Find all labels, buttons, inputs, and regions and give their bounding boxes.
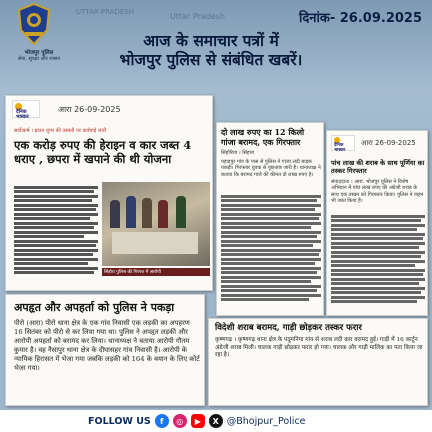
card-body: पहाड़पुर गांव के पास से पुलिस ने गांजा लदी बाइक पकड़ी। गिरफ्तार युवक से पूछताछ जारी है। थानाध्यक्ष ने बताया कि बरामद गांजे की कीमत दो लाख रुपए है। (221, 159, 321, 178)
card-body: कृष्णगढ़ । कृष्णगढ़ थाना क्षेत्र के पदुमनिया गांव से शराब लदी कार बरामद हुई। गाड़ी में 16 कार्टून अंग्रेजी शराब मिली। चालक गाड़ी छोड़कर फरार हो गया। चालक और गाड़ी मालिक का पता किया जा रहा है। (215, 337, 423, 359)
card-headline: दो लाख रुपए का 12 किलो गांजा बरामद, एक गिरफ्तार (221, 127, 305, 147)
photo-caption: सिंहोरा पुलिस की गिरफ्त में आरोपी (102, 268, 210, 276)
news-card-kidnap (5, 294, 205, 406)
dainik-bhaskar-logo: दैनिक भास्कर (12, 100, 40, 118)
news-card-ganja (216, 122, 324, 316)
card-headline: अपहृत और अपहर्ता को पुलिस ने पकड़ा (14, 301, 175, 314)
page-title: आज के समाचार पत्रों में भोजपुर पुलिस से संबंधित खबरें। (119, 32, 303, 69)
card-body-lines (14, 184, 98, 274)
card-body-lines (221, 193, 321, 301)
card-headline: विदेशी शराब बरामद, गाड़ी छोड़कर तस्कर फरार (215, 323, 362, 333)
card-subline: सिंहोरिया । सिंहारा (221, 150, 255, 156)
card-body: संवाददाता । आरा. भोजपुर पुलिस ने विशेष अभियान में पांच लाख रुपए की अंग्रेजी शराब के साथ एक तस्कर को गिरफ्तार किया। पुलिस ने वाहन भी जब्त किया है। (331, 179, 424, 205)
news-card-liquor (326, 130, 428, 316)
map-label-region: Uttar Pradesh (170, 12, 225, 21)
footer-bar (0, 410, 432, 432)
facebook-icon[interactable]: f (155, 414, 169, 428)
follow-us-label: FOLLOW US (88, 415, 151, 427)
map-label-state: UTTAR PRADESH (76, 8, 134, 16)
card-body: पीरो (आरा) पीरो थाना क्षेत्र के एक गांव निवासी एक लड़की का अपहरण 16 सितंबर को पीरो से कर लिया गया था। पुलिस ने अपहृत लड़की और आरोपी अपहर्ता को बरामद कर लिया। थानाध्यक्ष ने बताया आरोपी गौतम कुमार है। वह नैसापुर थाना क्षेत्र के दीघासहर गांव निवासी है। आरोपी के न्यायिक हिरासत में भेजा गया जबकि लड़की को 164 के बयान के लिए कोर्ट भेजा गया। (14, 319, 200, 372)
card-kicker: सर्वोत्कर्ष । ब्राउन शुगर की तस्करी पर कार्रवाई जारी (14, 128, 107, 134)
card-place-date: आरा 26-09-2025 (58, 105, 121, 114)
instagram-icon[interactable]: ◎ (173, 414, 187, 428)
card-headline: एक करोड़ रुपए की हेराइन व कार जब्त 4 धराए , छपरा में खपाने की थी योजना (14, 138, 192, 166)
x-icon[interactable]: X (209, 414, 223, 428)
news-photo (102, 182, 210, 266)
card-place-date: आरा 26-09-2025 (361, 139, 416, 147)
card-headline: पांच लाख की शराब के साथ पूर्णिया का तस्कर गिरफ्तार (331, 159, 425, 175)
youtube-icon[interactable]: ▶ (191, 414, 205, 428)
bihar-police-logo (16, 2, 52, 46)
card-body-lines (331, 213, 425, 303)
logo-caption: भोजपुर पुलिस सेवा, सुरक्षा और शासन (17, 50, 61, 62)
dainik-bhaskar-logo: दैनिक भास्कर (331, 135, 355, 151)
social-handle[interactable]: @Bhojpur_Police (226, 415, 306, 427)
news-card-heroin (5, 95, 213, 291)
news-card-foreign-liquor (208, 318, 428, 406)
date-label: दिनांक- 26.09.2025 (299, 11, 422, 26)
